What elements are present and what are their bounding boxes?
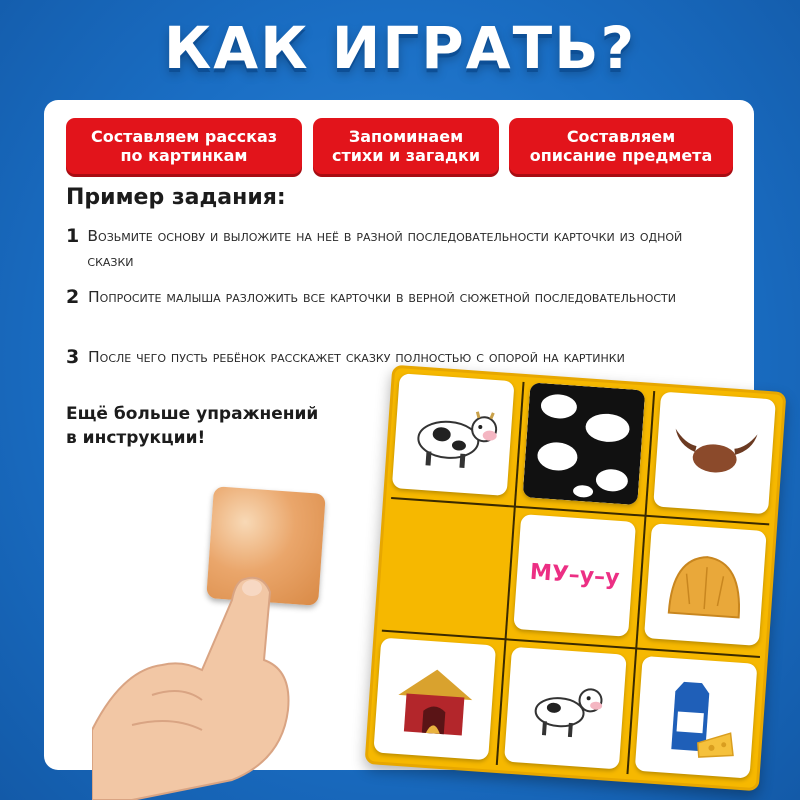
pill-line: Запоминаем	[348, 127, 464, 146]
more-exercises-note	[66, 402, 386, 450]
step-item	[66, 224, 706, 274]
pill-memorize-poems	[313, 118, 499, 174]
horns-icon	[668, 420, 762, 486]
card-horns[interactable]	[653, 392, 776, 515]
step-item	[66, 285, 706, 310]
cow-icon	[401, 391, 506, 478]
page-title: КАК ИГРАТЬ?	[163, 14, 637, 82]
card-moo[interactable]	[513, 514, 636, 637]
moo-text: МУ–у–у	[529, 559, 621, 592]
more-line: Ещё больше упражнений	[66, 404, 319, 424]
pill-describe-object	[509, 118, 733, 174]
step-text: Возьмите основу и выложите на неё в разной последовательности карточки из одной сказки	[87, 227, 683, 270]
example-heading: Пример задания:	[66, 185, 286, 210]
step-text: После чего пусть ребёнок расскажет сказку полностью с опорой на картинки	[88, 348, 625, 366]
milk-cheese-icon	[648, 669, 744, 765]
card-cow[interactable]	[392, 373, 515, 496]
card-calf[interactable]	[504, 647, 627, 770]
card-barn[interactable]	[373, 638, 496, 761]
step-text: Попросите малыша разложить все карточки в верной сюжетной последовательности	[88, 288, 677, 306]
step-number: 1	[66, 225, 80, 247]
calf-icon	[515, 667, 615, 748]
step-item	[66, 345, 706, 370]
more-line: в инструкции!	[66, 428, 206, 448]
pill-line: по картинкам	[120, 146, 248, 165]
hand-icon	[92, 480, 352, 800]
game-board	[365, 365, 787, 792]
haystack-icon	[658, 542, 753, 628]
card-haystack[interactable]	[644, 523, 767, 646]
card-cow-spots[interactable]	[523, 382, 646, 505]
pill-story-from-pictures	[66, 118, 302, 174]
cow-spots-icon	[523, 382, 646, 505]
card-milk-cheese[interactable]	[635, 656, 758, 779]
barn-icon	[387, 656, 482, 742]
step-number: 3	[66, 346, 80, 368]
hand-with-card	[92, 480, 352, 800]
step-number: 2	[66, 286, 80, 308]
pill-line: описание предмета	[529, 146, 713, 165]
pill-line: стихи и загадки	[331, 146, 481, 165]
pill-line: Составляем	[566, 127, 676, 146]
pill-line: Составляем рассказ	[90, 127, 278, 146]
